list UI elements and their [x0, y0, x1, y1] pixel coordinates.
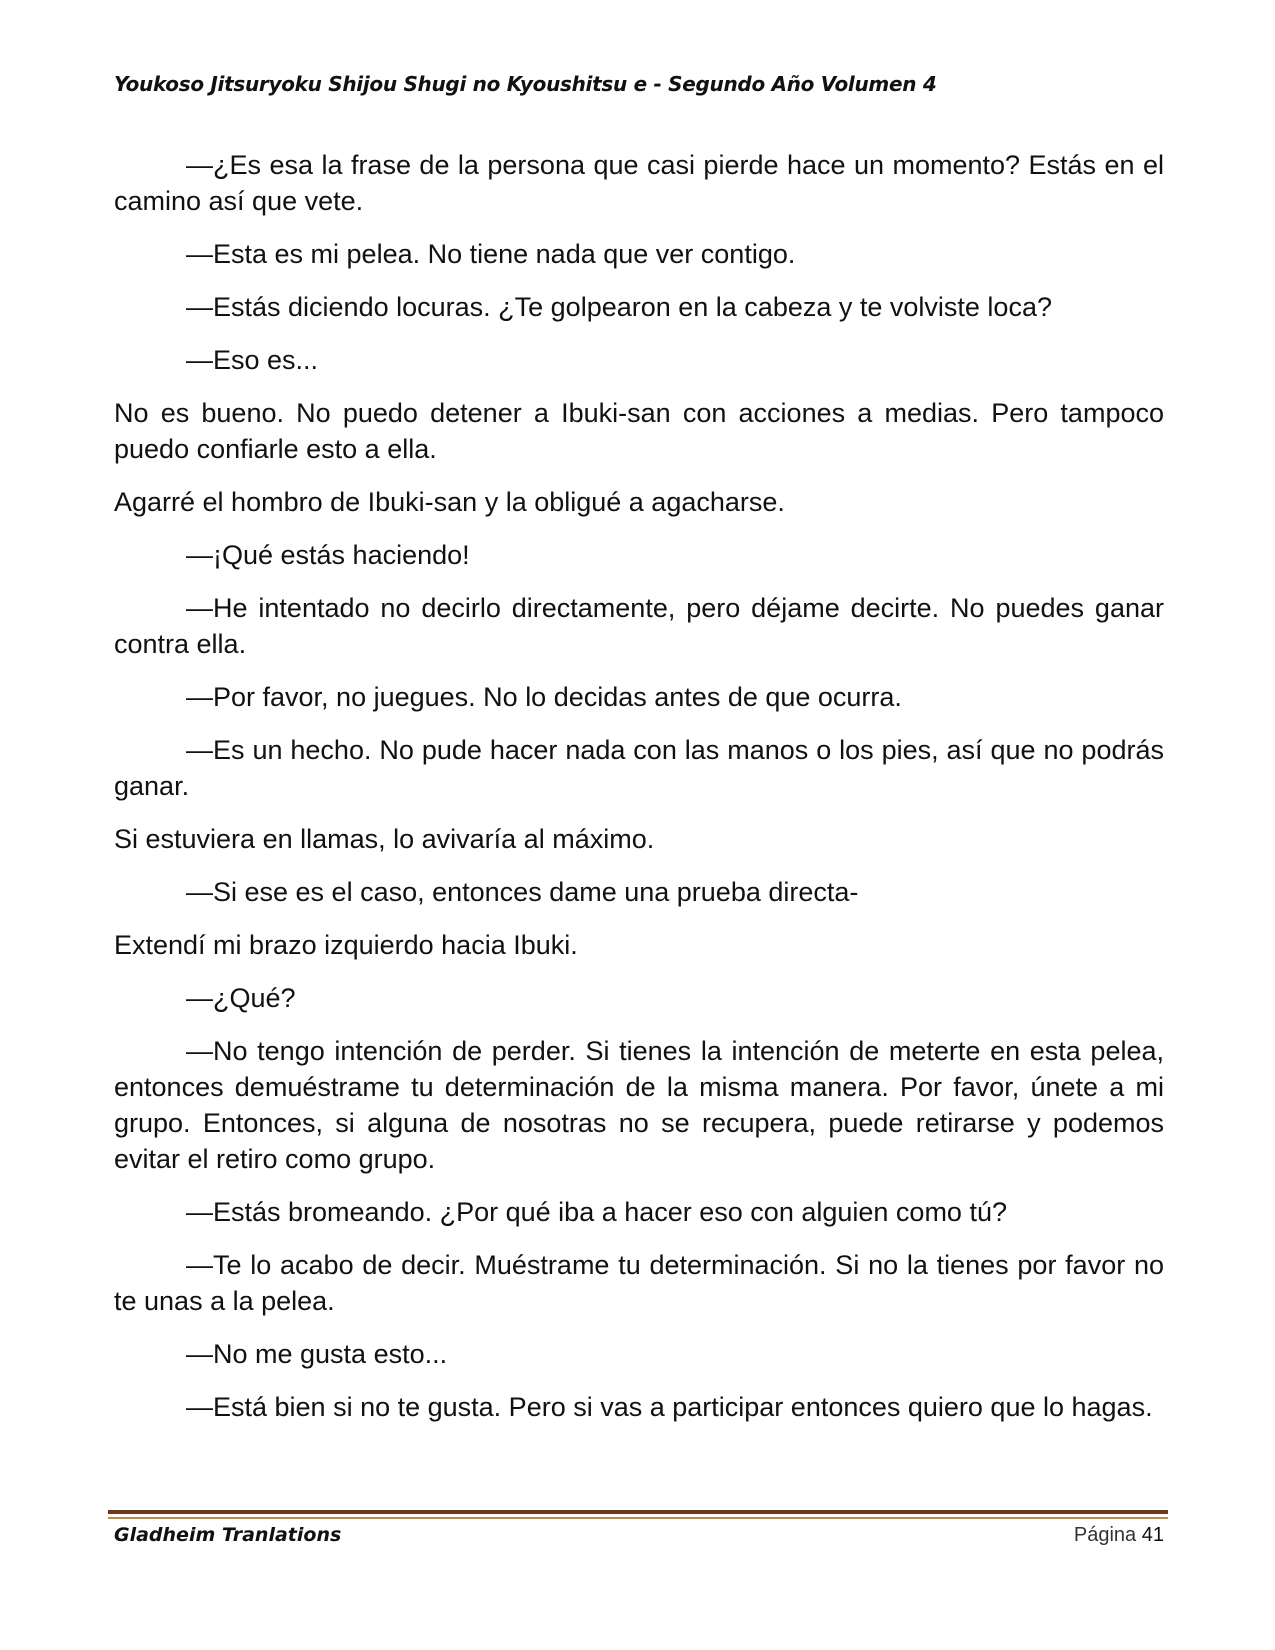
dialogue-paragraph: —Eso es...	[186, 345, 319, 375]
running-header: Youkoso Jitsuryoku Shijou Shugi no Kyoushitsu e - Segundo Año Volumen 4	[114, 72, 937, 96]
dialogue-paragraph: —Te lo acabo de decir. Muéstrame tu determinación. Si no la tienes por favor no te unas a la pelea.	[114, 1250, 1164, 1316]
dialogue-paragraph: —¡Qué estás haciendo!	[186, 540, 470, 570]
footer-rule-light	[108, 1517, 1168, 1519]
body-text	[114, 147, 1164, 1442]
narration-paragraph: Agarré el hombro de Ibuki-san y la obligué a agacharse.	[114, 487, 785, 517]
dialogue-paragraph: —Si ese es el caso, entonces dame una prueba directa-	[186, 877, 859, 907]
footer-credit: Gladheim Tranlations	[114, 1524, 342, 1546]
dialogue-paragraph: —Estás diciendo locuras. ¿Te golpearon en la cabeza y te volviste loca?	[186, 292, 1052, 322]
dialogue-paragraph: —He intentado no decirlo directamente, pero déjame decirte. No puedes ganar contra ella.	[114, 593, 1164, 659]
page-label: Página	[1073, 1524, 1137, 1546]
dialogue-paragraph: —No me gusta esto...	[186, 1339, 448, 1369]
dialogue-paragraph: —Estás bromeando. ¿Por qué iba a hacer eso con alguien como tú?	[186, 1197, 1007, 1227]
narration-paragraph: Extendí mi brazo izquierdo hacia Ibuki.	[114, 930, 578, 960]
dialogue-paragraph: —Está bien si no te gusta. Pero si vas a participar entonces quiero que lo hagas.	[186, 1392, 1153, 1422]
page-number-label	[1074, 1524, 1164, 1547]
narration-paragraph: Si estuviera en llamas, lo avivaría al máximo.	[114, 824, 655, 854]
footer-rule-dark	[108, 1510, 1168, 1514]
dialogue-paragraph: —Es un hecho. No pude hacer nada con las manos o los pies, así que no podrás ganar.	[114, 735, 1164, 801]
narration-paragraph: No es bueno. No puedo detener a Ibuki-san con acciones a medias. Pero tampoco puedo confiarle esto a ella.	[114, 398, 1164, 464]
page-number: 41	[1141, 1524, 1164, 1546]
dialogue-paragraph: —Por favor, no juegues. No lo decidas antes de que ocurra.	[186, 682, 902, 712]
dialogue-paragraph: —¿Es esa la frase de la persona que casi pierde hace un momento? Estás en el camino así que vete.	[114, 150, 1164, 216]
dialogue-paragraph: —No tengo intención de perder. Si tienes la intención de meterte en esta pelea, entonces demuéstrame tu determinación de la misma manera. Por favor, únete a mi grupo. Entonces, si alguna de nosotras no se recupera, puede retirarse y podemos evitar el retiro como grupo.	[114, 1036, 1164, 1174]
dialogue-paragraph: —¿Qué?	[186, 983, 296, 1013]
dialogue-paragraph: —Esta es mi pelea. No tiene nada que ver contigo.	[186, 239, 796, 269]
